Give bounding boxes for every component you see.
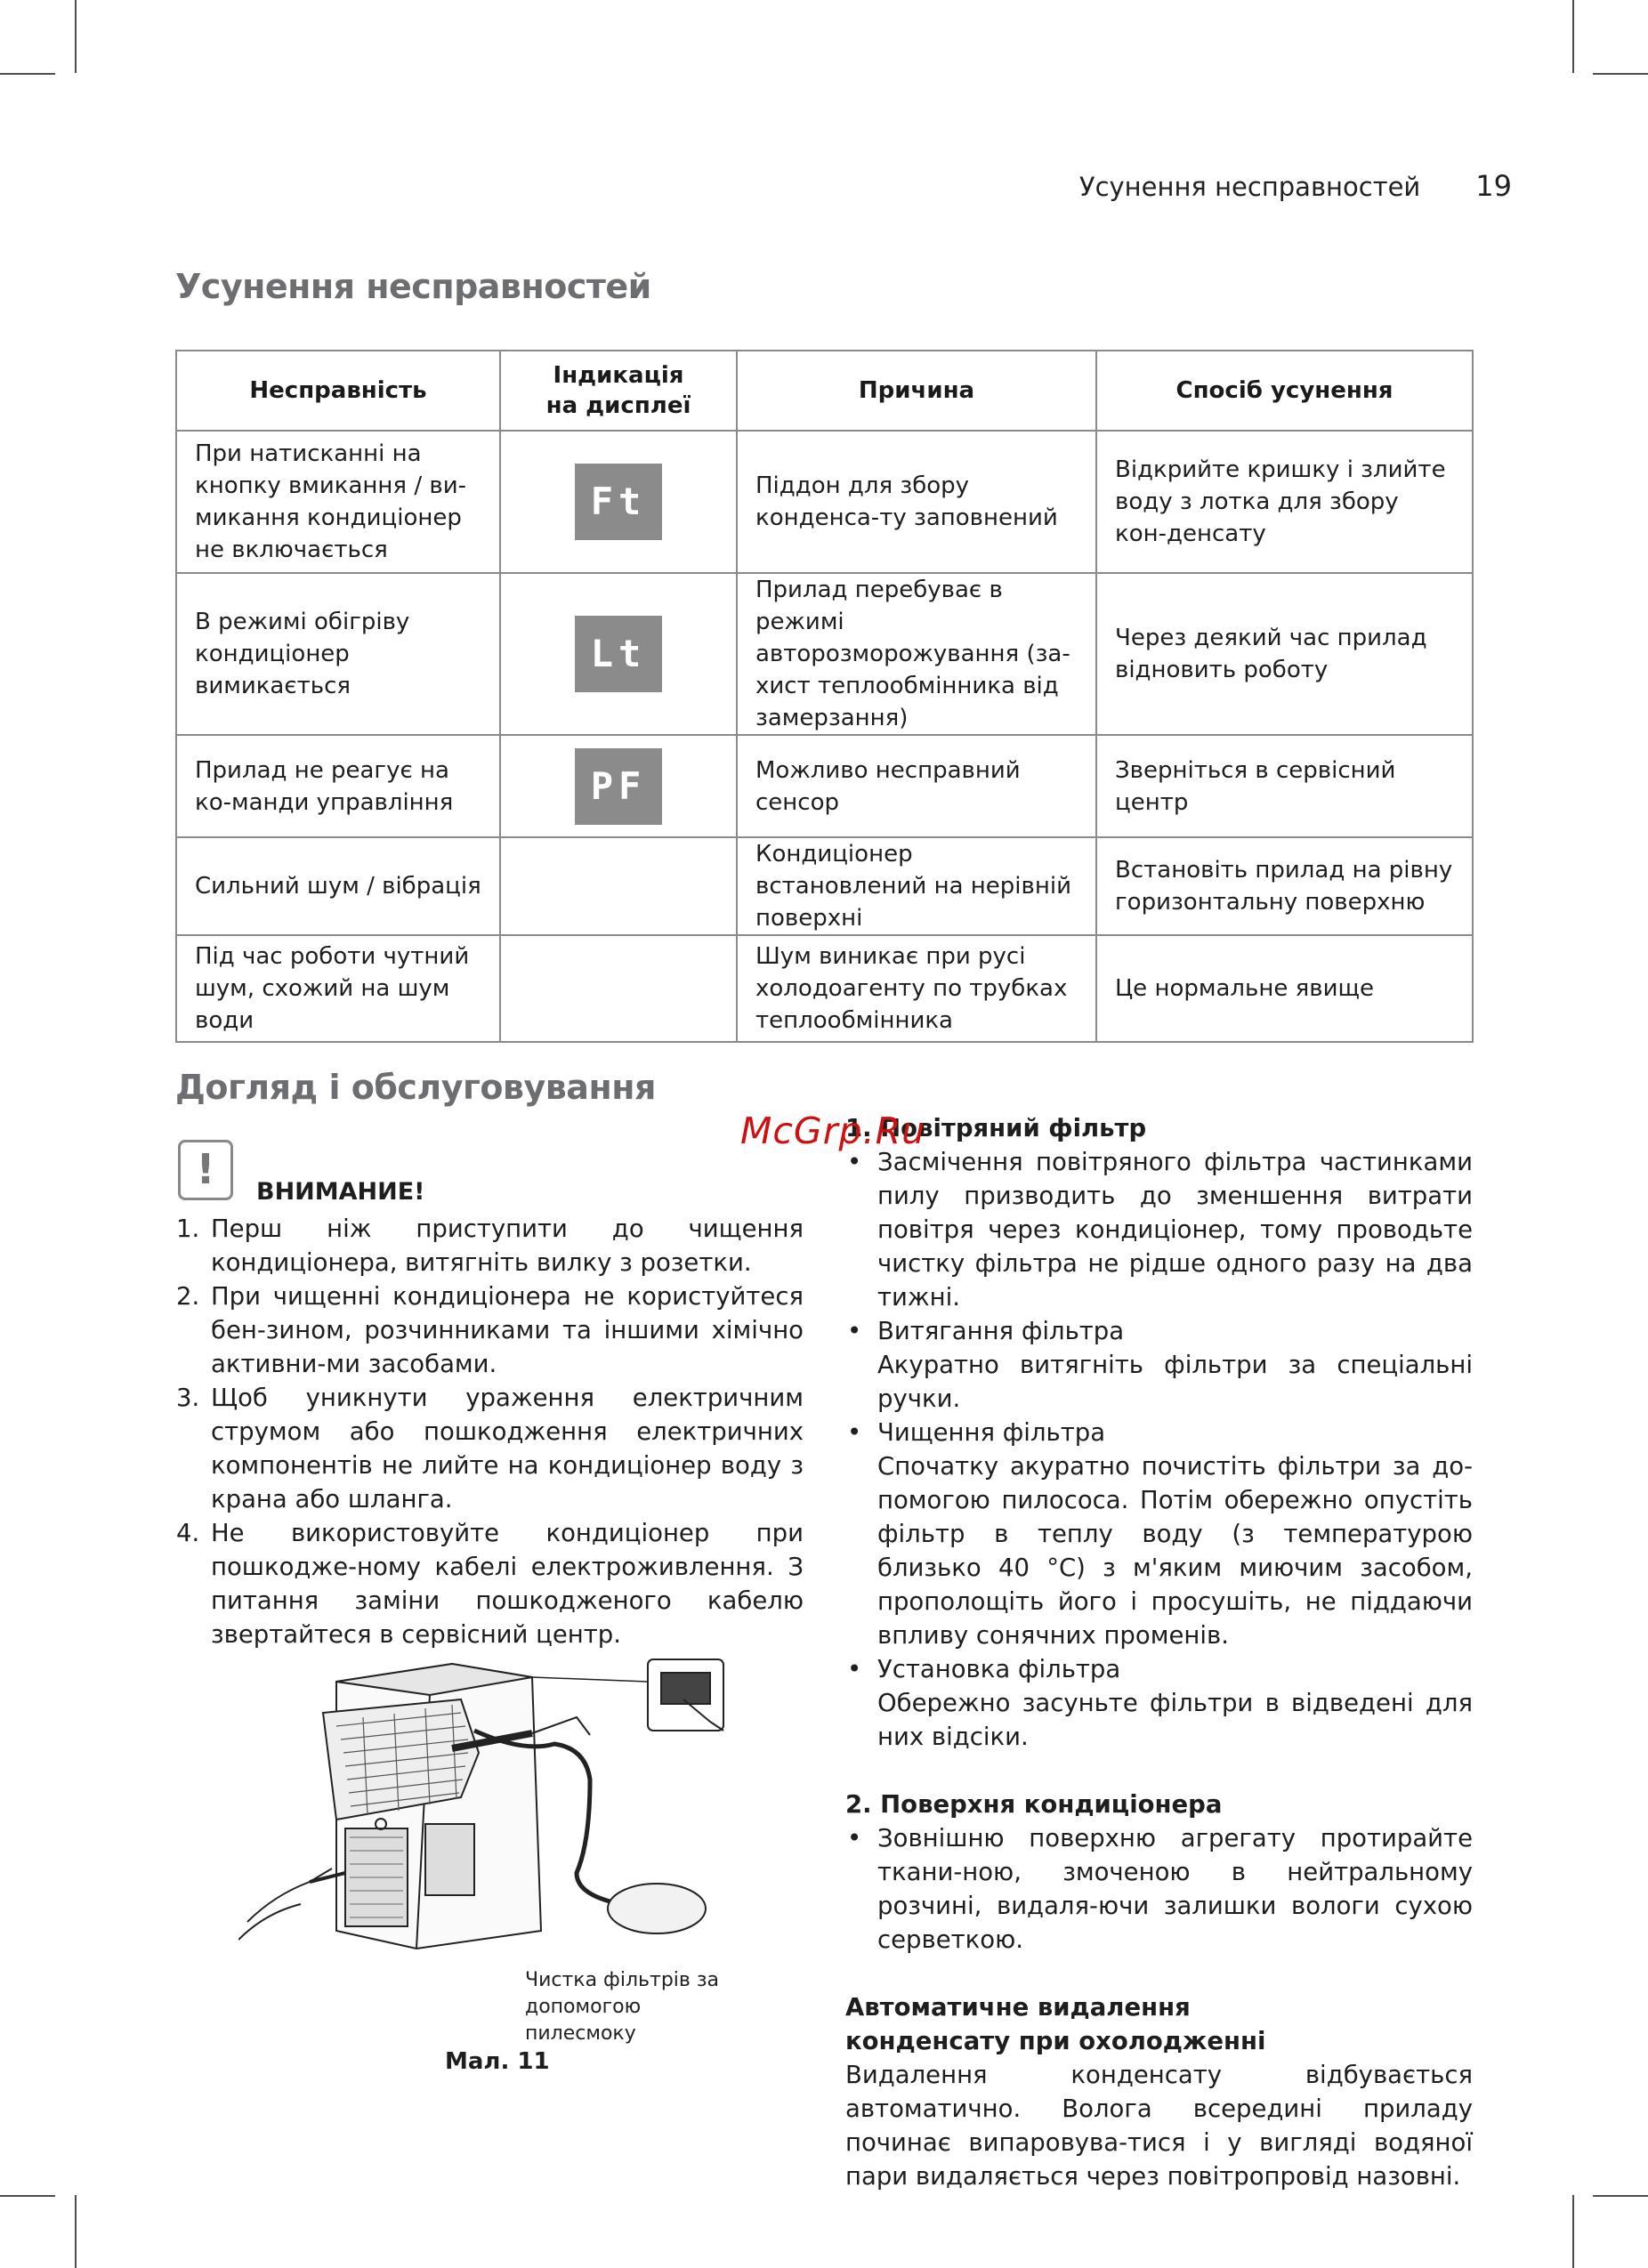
watermark: McGrp.Ru (740, 1110, 926, 1152)
cause-cell: Піддон для збору конденса-ту заповнений (737, 431, 1096, 573)
fault-cell: Під час роботи чутний шум, схожий на шум води (176, 935, 500, 1042)
fault-cell: Сильний шум / вібрація (176, 837, 500, 935)
display-cell (500, 935, 737, 1042)
remedy-cell: Це нормальне явище (1096, 935, 1473, 1042)
warning-item: 1. Перш ніж приступити до чищення кондиціонера, витягніть вилку з розетки. (207, 1212, 804, 1279)
filter-item (877, 1314, 1473, 1416)
maintenance-title: Догляд і обслуговування (175, 1068, 656, 1107)
troubleshooting-table (175, 350, 1474, 1043)
display-code-ft: Ft (575, 464, 662, 540)
running-header (801, 169, 1512, 203)
warning-icon: ! (178, 1140, 233, 1200)
filter-item (877, 1145, 1473, 1314)
crop-mark (1593, 73, 1648, 75)
column-header: Причина (737, 351, 1096, 431)
cause-cell: Прилад перебуває в режимі авторозморожування (за-хист теплообмінника від замерзання) (737, 573, 1096, 735)
surface-heading: 2. Поверхня кондиціонера (845, 1790, 1223, 1819)
filter-item-title: • Чищення фільтра (877, 1418, 1106, 1447)
fault-cell: При натисканні на кнопку вмикання / ви-микання кондиціонер не включається (176, 431, 500, 573)
remedy-cell: Відкрийте кришку і злийте воду з лотка для збору кон-денсату (1096, 431, 1473, 573)
crop-mark (1572, 2195, 1574, 2268)
display-cell (500, 431, 737, 573)
table-row (176, 837, 1473, 935)
fault-cell: Прилад не реагує на ко-манди управління (176, 735, 500, 837)
cause-cell: Шум виникає при русі холодоагенту по трубках теплообмінника (737, 935, 1096, 1042)
filter-cleaning-illustration (238, 1646, 772, 1966)
filter-item (877, 1416, 1473, 1652)
remedy-cell: Зверніться в сервісний центр (1096, 735, 1473, 837)
remedy-cell: Через деякий час прилад відновить роботу (1096, 573, 1473, 735)
crop-mark (75, 2195, 77, 2268)
display-code-pf: PF (575, 748, 662, 825)
remedy-cell: Встановіть прилад на рівну горизонтальну поверхню (1096, 837, 1473, 935)
filter-item (877, 1652, 1473, 1754)
filter-item-text: Акуратно витягніть фільтри за спеціальні ручки. (877, 1351, 1473, 1413)
filter-item-text: Засмічення повітряного фільтра частинками пилу призводить до зменшення витрати повітря через кондиціонер, тому проводьте чистку фільтра не рідше одного разу на два тижні. (877, 1148, 1473, 1312)
column-header: Несправність (176, 351, 500, 431)
condensate-text: Видалення конденсату відбувається автоматично. Волога всередині приладу починає випаровува-тися і у вигляді водяної пари видаляється через повітропровід назовні. (845, 2061, 1473, 2191)
table-row (176, 573, 1473, 735)
warning-list (175, 1212, 804, 1651)
running-header-title: Усунення несправностей (1078, 172, 1421, 202)
filter-heading: 1. Повітряний фільтр (845, 1114, 1147, 1142)
cause-cell: Можливо несправний сенсор (737, 735, 1096, 837)
surface-list (845, 1821, 1473, 1957)
table-row (176, 431, 1473, 573)
column-header: Індикація на дисплеї (500, 351, 737, 431)
filter-item-title: • Установка фільтра (877, 1655, 1121, 1683)
display-code-lt: Lt (575, 616, 662, 692)
maintenance-instructions (845, 1111, 1473, 2193)
table-row (176, 735, 1473, 837)
figure-label: Мал. 11 (445, 2048, 550, 2075)
surface-item: • Зовнішню поверхню агрегату протирайте ткани-ною, змоченою в нейтральному розчині, видаля-ючи залишки вологи сухою серветкою. (877, 1821, 1473, 1957)
crop-mark (1572, 0, 1574, 73)
troubleshooting-title: Усунення несправностей (175, 267, 651, 306)
cause-cell: Кондиціонер встановлений на нерівній поверхні (737, 837, 1096, 935)
warning-item: 2. При чищенні кондиціонера не користуйтеся бен-зином, розчинниками та іншими хімічно активни-ми засобами. (207, 1279, 804, 1381)
page-number: 19 (1475, 169, 1512, 203)
table-row (176, 935, 1473, 1042)
warning-item: 3. Щоб уникнути ураження електричним струмом або пошкодження електричних компонентів не лийте на кондиціонер воду з крана або шланга. (207, 1381, 804, 1516)
filter-item-text: Спочатку акуратно почистіть фільтри за до-помогою пилососа. Потім обережно опустіть фільтр в теплу воду (з температурою близько 40 °С) з м'яким миючим засобом, прополощіть його і просушіть, не піддаючи впливу сонячних променів. (877, 1452, 1473, 1650)
display-cell (500, 837, 737, 935)
filter-item-text: Обережно засуньте фільтри в відведені для них відсіки. (877, 1689, 1473, 1751)
figure-caption: Чистка фільтрів за допомогою пилесмоку (525, 1969, 720, 2045)
warning-list-container (175, 1212, 804, 1651)
filter-item-title: • Витягання фільтра (877, 1317, 1125, 1345)
display-cell (500, 735, 737, 837)
filter-list (845, 1145, 1473, 1754)
warning-item: 4. Не використовуйте кондиціонер при пошкодже-ному кабелі електроживлення. З питання заміни пошкодженого кабелю звертайтеся в сервісний центр. (207, 1516, 804, 1651)
column-header: Спосіб усунення (1096, 351, 1473, 431)
crop-mark (75, 0, 77, 73)
crop-mark (0, 73, 55, 75)
display-cell (500, 573, 737, 735)
table-header-row (176, 351, 1473, 431)
warning-title: ВНИМАНИЕ! (256, 1178, 425, 1206)
fault-cell: В режимі обігріву кондиціонер вимикається (176, 573, 500, 735)
condensate-heading: Автоматичне видалення конденсату при охолодженні (845, 1993, 1266, 2055)
crop-mark (0, 2195, 55, 2197)
crop-mark (1593, 2195, 1648, 2197)
